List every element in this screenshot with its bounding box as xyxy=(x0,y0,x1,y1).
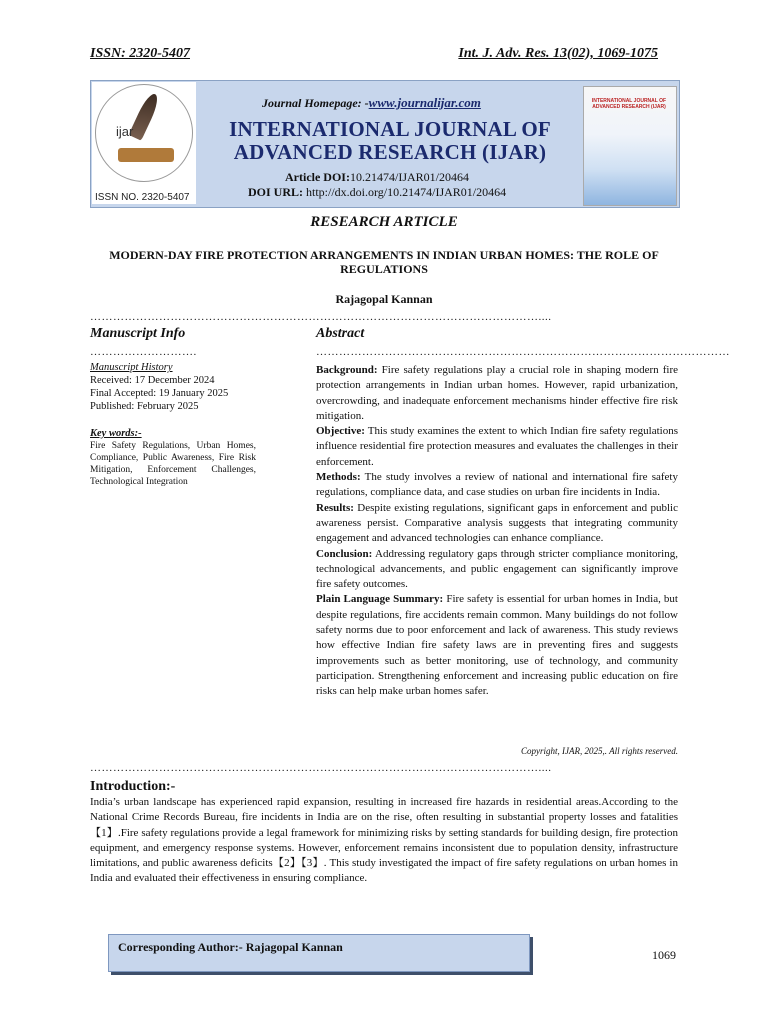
page-number: 1069 xyxy=(652,948,676,962)
abstract-label: Results: xyxy=(316,501,354,514)
copyright-notice: Copyright, IJAR, 2025,. All rights reserved. xyxy=(521,746,678,756)
abstract-label: Objective: xyxy=(316,425,365,438)
abstract-text: The study involves a review of national and international fire safety regulations, compliance data, and case studies on urban fire incidents in India. xyxy=(316,471,678,499)
abstract-plain-summary xyxy=(316,592,678,699)
article-doi xyxy=(285,170,469,185)
doi-url xyxy=(248,185,506,200)
journal-title-line1: INTERNATIONAL JOURNAL OF xyxy=(229,117,551,141)
published-date: Published: February 2025 xyxy=(90,401,199,412)
author-name: Rajagopal Kannan xyxy=(335,292,433,306)
keywords-list: Fire Safety Regulations, Urban Homes, Compliance, Public Awareness, Fire Risk Mitigation, Enforcement Challenges, Technological Integration xyxy=(90,441,256,487)
keywords-label: Key words:- xyxy=(90,428,142,439)
abstract-text: This study examines the extent to which Indian fire safety regulations influence residential fire protection measures and evaluates the challenges in their enforcement. xyxy=(316,425,678,468)
history-label: Manuscript History xyxy=(90,362,173,373)
running-header-issn: ISSN: 2320-5407 xyxy=(90,46,190,61)
homepage-label: Journal Homepage: - xyxy=(262,96,369,110)
abstract-methods xyxy=(316,470,678,501)
abstract-text: Fire safety regulations play a crucial role in shaping modern fire protection arrangements in Indian urban homes. However, rapid urbanization, overcrowding, and inadequate enforcement mechanisms hinder effective fire risk mitigation. xyxy=(316,364,678,422)
dotted-separator-right: ……………………………………………………………………………………………… xyxy=(316,346,730,358)
abstract-label: Conclusion: xyxy=(316,547,373,560)
abstract-objective xyxy=(316,424,678,470)
manuscript-history xyxy=(90,361,260,413)
journal-homepage xyxy=(262,95,481,111)
paper-title: MODERN-DAY FIRE PROTECTION ARRANGEMENTS IN INDIAN URBAN HOMES: THE ROLE OF REGULATIONS xyxy=(109,248,659,276)
abstract-text: Despite existing regulations, significant gaps in enforcement and public awareness persist. Comparative analysis suggests that integrating community engagement and advanced technologies can enhance compliance. xyxy=(316,501,678,545)
introduction-body: India’s urban landscape has experienced rapid expansion, resulting in increased fire hazards in residential areas.According to the National Crime Records Bureau, fire incidents in India are on the rise, often resulting in substantial property losses and fatalities【1】.Fire safety regulations provide a legal framework for minimizing risks by setting standards for building design, fire protection equipment, and emergency response systems. However, enforcement remains inconsistent due to population density, infrastructure limitations, and public awareness deficits【2】【3】. This study investigated the impact of fire safety regulations on urban homes in India and evaluated their effectiveness in ensuring compliance. xyxy=(90,796,678,885)
logo-text: ijar xyxy=(116,124,134,139)
abstract-label: Methods: xyxy=(316,471,361,484)
logo-issn: ISSN NO. 2320-5407 xyxy=(95,192,190,203)
abstract-label: Background: xyxy=(316,364,378,376)
journal-title-line2: ADVANCED RESEARCH (IJAR) xyxy=(233,140,547,164)
cover-title: INTERNATIONAL JOURNAL OF ADVANCED RESEARCH (IJAR) xyxy=(591,98,667,110)
doi-url-label: DOI URL: xyxy=(248,185,304,199)
abstract-conclusion xyxy=(316,547,678,593)
abstract-label: Plain Language Summary: xyxy=(316,593,444,606)
accepted-date: Final Accepted: 19 January 2025 xyxy=(90,388,229,399)
running-header-citation: Int. J. Adv. Res. 13(02), 1069-1075 xyxy=(458,46,658,61)
introduction-heading: Introduction:- xyxy=(90,779,176,794)
journal-title xyxy=(215,118,565,164)
abstract-text: Fire safety is essential for urban homes in India, but despite regulations, fire accidents remain common. Many buildings do not follow safety norms due to poor enforcement and lack of awareness. This study reviews how effective Indian fire safety laws are in preventing fires and suggests improvements such as better monitoring, use of technology, and community participation. Strengthening enforcement and increasing public education on fire risks can help make urban homes safer. xyxy=(316,593,678,698)
corresponding-author: Corresponding Author:- Rajagopal Kannan xyxy=(118,940,343,954)
received-date: Received: 17 December 2024 xyxy=(90,375,215,386)
abstract-results xyxy=(316,501,678,547)
article-doi-value: 10.21474/IJAR01/20464 xyxy=(349,170,469,184)
dotted-separator-bottom: ……………………………………………………………………………………………………….... xyxy=(90,762,552,774)
abstract-text: Addressing regulatory gaps through stricter compliance monitoring, technological advancements, and public engagement can significantly improve fire safety outcomes. xyxy=(316,547,678,591)
homepage-link[interactable]: www.journalijar.com xyxy=(368,95,481,110)
abstract-body xyxy=(316,363,678,700)
dotted-separator-top: ……………………………………………………………………………………………………….... xyxy=(90,311,552,323)
article-doi-label: Article DOI: xyxy=(285,170,350,184)
book-icon xyxy=(118,148,174,162)
keywords-block xyxy=(90,428,256,488)
abstract-background xyxy=(316,363,678,424)
section-type: RESEARCH ARTICLE xyxy=(310,214,458,230)
doi-url-link[interactable]: http://dx.doi.org/10.21474/IJAR01/20464 xyxy=(303,185,507,199)
manuscript-info-heading: Manuscript Info xyxy=(90,326,186,341)
dotted-separator-left: ………………………. xyxy=(90,346,197,358)
abstract-heading: Abstract xyxy=(316,326,365,341)
